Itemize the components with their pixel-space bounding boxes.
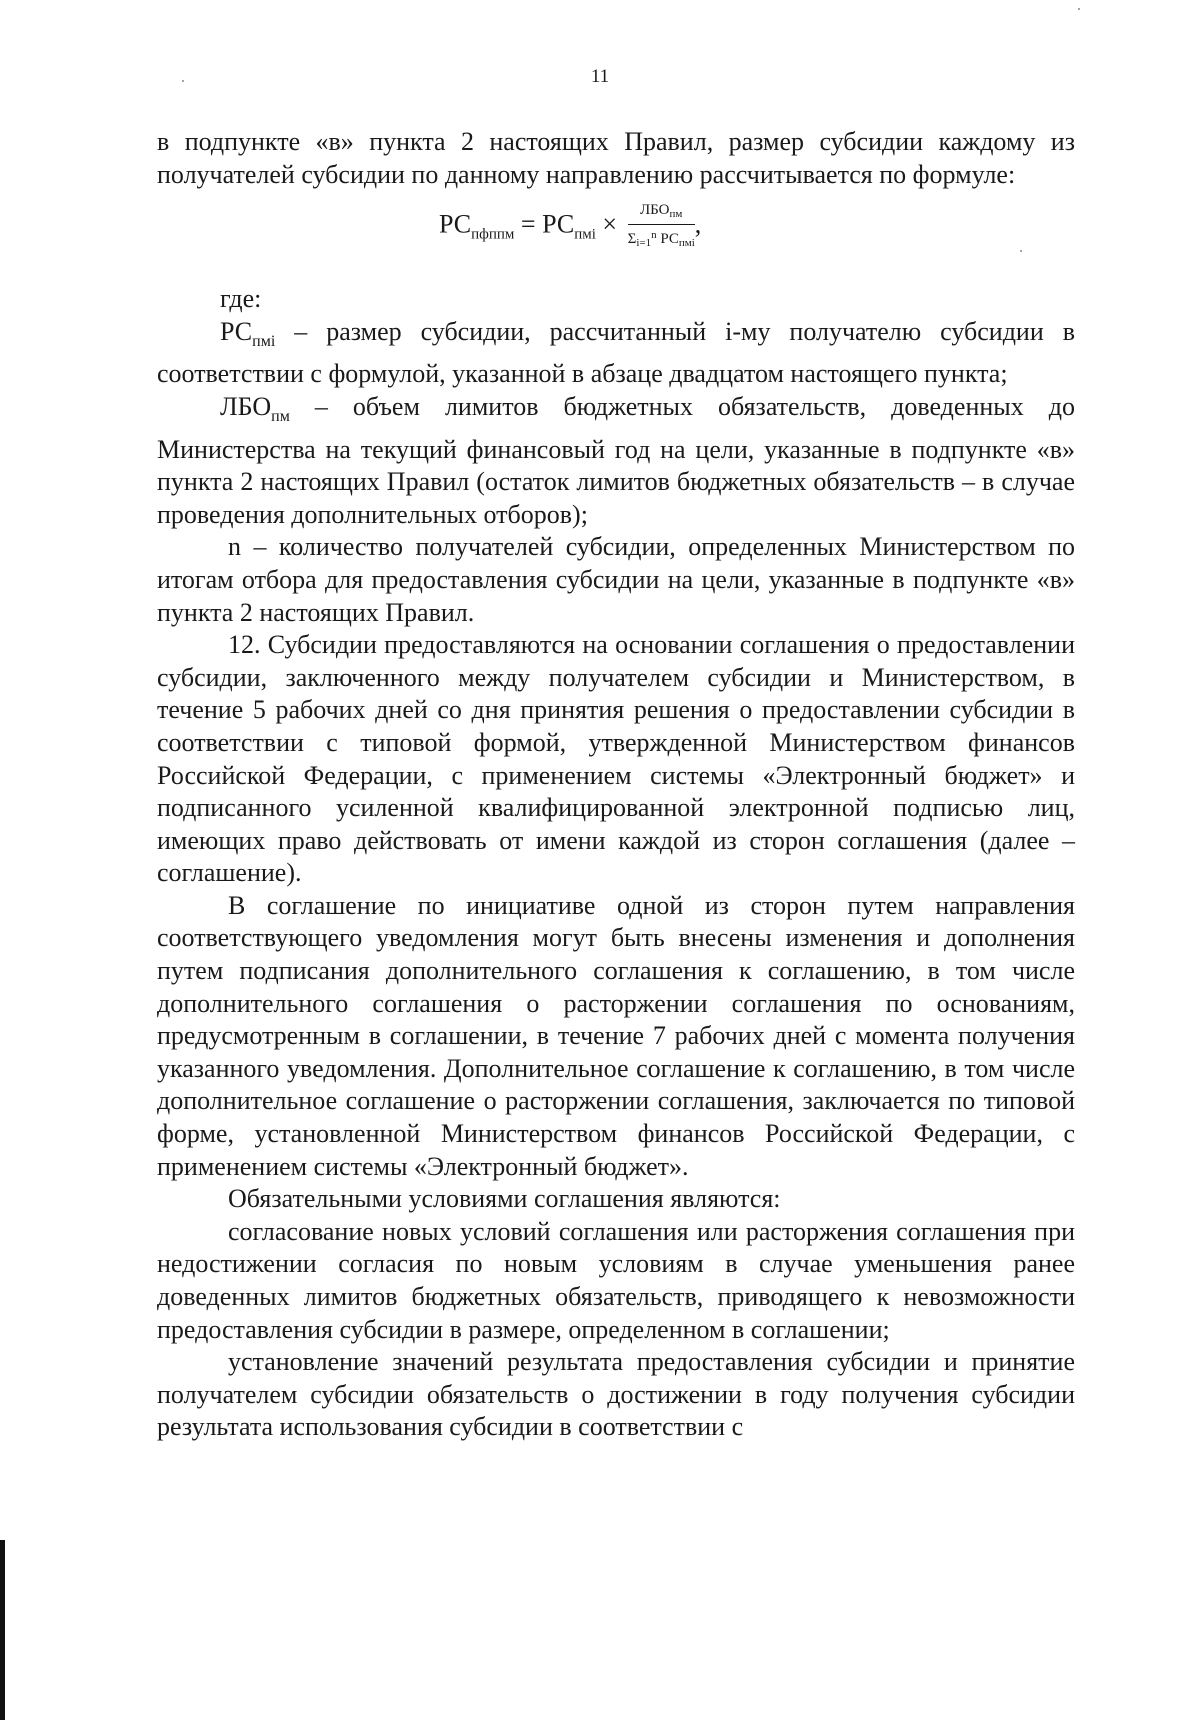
definition-lbo-sub: пм	[271, 407, 290, 425]
formula-equals: =	[520, 209, 536, 239]
scan-speck	[1078, 8, 1080, 10]
definition-n: n – количество получателей субсидии, определенных Министерством по итогам отбора для предоставления субсидии на цели, указанные в подпункте «в» пункта 2 настоящих Правил.	[157, 532, 1075, 627]
document-body	[157, 126, 1075, 1444]
definition-lbo	[157, 391, 1075, 531]
numerator-sub: пм	[669, 208, 683, 221]
scan-edge-mark	[0, 1540, 5, 1720]
formula-denominator	[628, 225, 695, 252]
formula-rhs-sub: пмi	[574, 226, 596, 243]
definition-rc-symbol: РС	[220, 316, 253, 346]
denominator-text: РС	[660, 231, 679, 248]
paragraph-condition-1: согласование новых условий соглашения или расторжения соглашения при недостижении согласия по новым условиям в случае уменьшения ранее доведенных лимитов бюджетных обязательств, приводящего к невозможности предоставления субсидии в размере, определенном в соглашении;	[157, 1216, 1075, 1344]
definition-rc	[157, 316, 1075, 391]
sigma-symbol: Σ	[627, 231, 637, 248]
where-label: где:	[220, 284, 262, 314]
formula-times: ×	[602, 209, 618, 239]
definition-rc-text: – размер субсидии, рассчитанный i-му получателю субсидии в соответствии с формулой, указанной в абзаце двадцатом настоящего пункта;	[157, 316, 1075, 389]
definition-rc-sub: пмi	[252, 332, 276, 350]
formula-tail: ,	[694, 209, 702, 239]
definition-lbo-symbol: ЛБО	[220, 391, 272, 421]
denominator-sub: пмi	[678, 237, 695, 250]
paragraph-conditions-heading: Обязательными условиями соглашения являются:	[228, 1184, 781, 1214]
paragraph-12: 12. Субсидии предоставляются на основании соглашения о предоставлении субсидии, заключенного между получателем субсидии и Министерством, в течение 5 рабочих дней со дня принятия решения о предоставлении субсидии в соответствии с типовой формой, утвержденной Министерством финансов Российской Федерации, с применением системы «Электронный бюджет» и подписанного усиленной квалифицированной электронной подписью лиц, имеющих право действовать от имени каждой из сторон соглашения (далее – соглашение).	[157, 630, 1075, 888]
paragraph-amendments: В соглашение по инициативе одной из сторон путем направления соответствующего уведомления могут быть внесены изменения и дополнения путем подписания дополнительного соглашения к соглашению, в том числе дополнительного соглашения о расторжении соглашения по основаниям, предусмотренным в соглашении, в течение 7 рабочих дней с момента получения указанного уведомления. Дополнительное соглашение к соглашению, в том числе дополнительное соглашение о расторжении соглашения, заключается по типовой форме, установленной Министерством финансов Российской Федерации, с применением системы «Электронный бюджет».	[157, 890, 1075, 1181]
sigma-lower: i=1	[636, 237, 652, 250]
scan-speck	[182, 80, 184, 82]
paragraph-condition-2: установление значений результата предоставления субсидии и принятие получателем субсидии обязательств о достижении в году получения субсидии результата использования субсидии в соответствии с	[157, 1347, 1075, 1442]
page-number: 11	[590, 66, 610, 87]
sigma-upper: n	[651, 229, 657, 242]
intro-paragraph: в подпункте «в» пункта 2 настоящих Правил, размер субсидии каждому из получателей субсидии по данному направлению рассчитывается по формуле:	[157, 127, 1075, 189]
formula-expression	[439, 201, 701, 252]
formula-rhs: РС	[542, 209, 575, 239]
formula-fraction	[628, 201, 695, 252]
subsidy-formula	[157, 191, 1075, 283]
numerator-text: ЛБО	[639, 202, 670, 219]
formula-lhs: РС	[439, 209, 472, 239]
formula-lhs-sub: пфппм	[471, 226, 515, 243]
scan-speck	[1020, 250, 1022, 252]
formula-numerator	[628, 201, 695, 225]
definition-lbo-text: – объем лимитов бюджетных обязательств, доведенных до Министерства на текущий финансовый год на цели, указанные в подпункте «в» пункта 2 настоящих Правил (остаток лимитов бюджетных обязательств – в случае проведения дополнительных отборов);	[157, 391, 1075, 529]
